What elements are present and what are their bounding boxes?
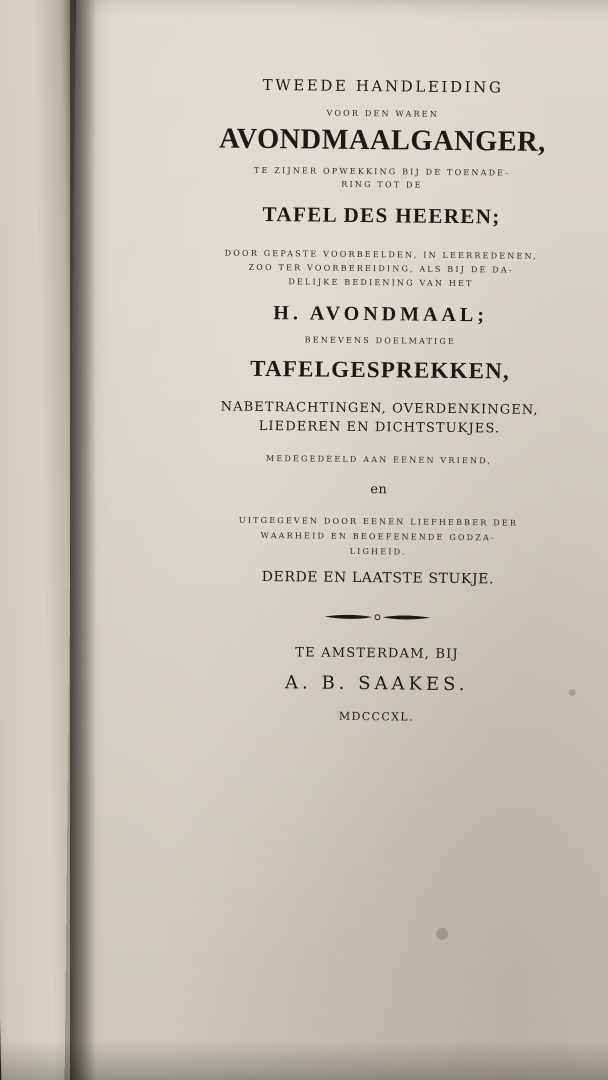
subtitle-line-waarheid: WAARHEID EN BEOEFENENDE GODZA- bbox=[260, 530, 496, 543]
subtitle-line-ring: RING TOT DE bbox=[341, 179, 423, 190]
bottom-shadow bbox=[0, 1040, 608, 1080]
main-title: AVONDMAALGANGER, bbox=[219, 122, 546, 158]
imprint-place: TE AMSTERDAM, BIJ bbox=[295, 645, 459, 663]
subtitle-line-zoo: ZOO TER VOORBEREIDING, ALS BIJ DE DA- bbox=[248, 262, 514, 275]
subtitle-line-uitgegeven: UITGEGEVEN DOOR EENEN LIEFHEBBER DER bbox=[238, 515, 519, 528]
paper-stain bbox=[436, 928, 448, 940]
book-gutter-shadow bbox=[70, 0, 96, 1080]
subtitle-line-medegedeeld: MEDEGEDEELD AAN EENEN VRIEND, bbox=[265, 454, 493, 466]
title-line-tafelgesprekken: TAFELGESPREKKEN, bbox=[250, 355, 511, 384]
subtitle-line-ligheid: LIGHEID. bbox=[349, 546, 407, 557]
subtitle-line-nabetrachtingen: NABETRACHTINGEN, OVERDENKINGEN, bbox=[220, 399, 539, 418]
title-line-voor: VOOR DEN WAREN bbox=[326, 108, 439, 119]
title-page bbox=[64, 0, 608, 1080]
subtitle-line-liederen: LIEDEREN EN DICHTSTUKJES. bbox=[258, 418, 501, 437]
subtitle-line-benevens: BENEVENS DOELMATIGE bbox=[304, 335, 457, 346]
imprint-publisher: A. B. SAAKES. bbox=[284, 672, 469, 696]
subtitle-line-opwekking: TE ZIJNER OPWEKKING BIJ DE TOENADE- bbox=[253, 165, 511, 178]
title-line-h-avondmaal: H. AVONDMAAL; bbox=[273, 302, 489, 327]
title-line-tafel: TAFEL DES HEEREN; bbox=[262, 201, 501, 229]
title-text-block bbox=[146, 67, 608, 726]
subtitle-line-door: DOOR GEPASTE VOORBEELDEN, IN LEERREDENEN, bbox=[224, 248, 538, 261]
imprint-year: MDCCCXL. bbox=[338, 709, 415, 724]
volume-statement: DERDE EN LAATSTE STUKJE. bbox=[261, 568, 495, 588]
conjunction-en: en bbox=[370, 482, 388, 498]
ornamental-rule-icon bbox=[322, 612, 432, 623]
subtitle-line-delijke: DELIJKE BEDIENING VAN HET bbox=[288, 277, 474, 289]
title-line-handleiding: TWEEDE HANDLEIDING bbox=[262, 75, 504, 97]
